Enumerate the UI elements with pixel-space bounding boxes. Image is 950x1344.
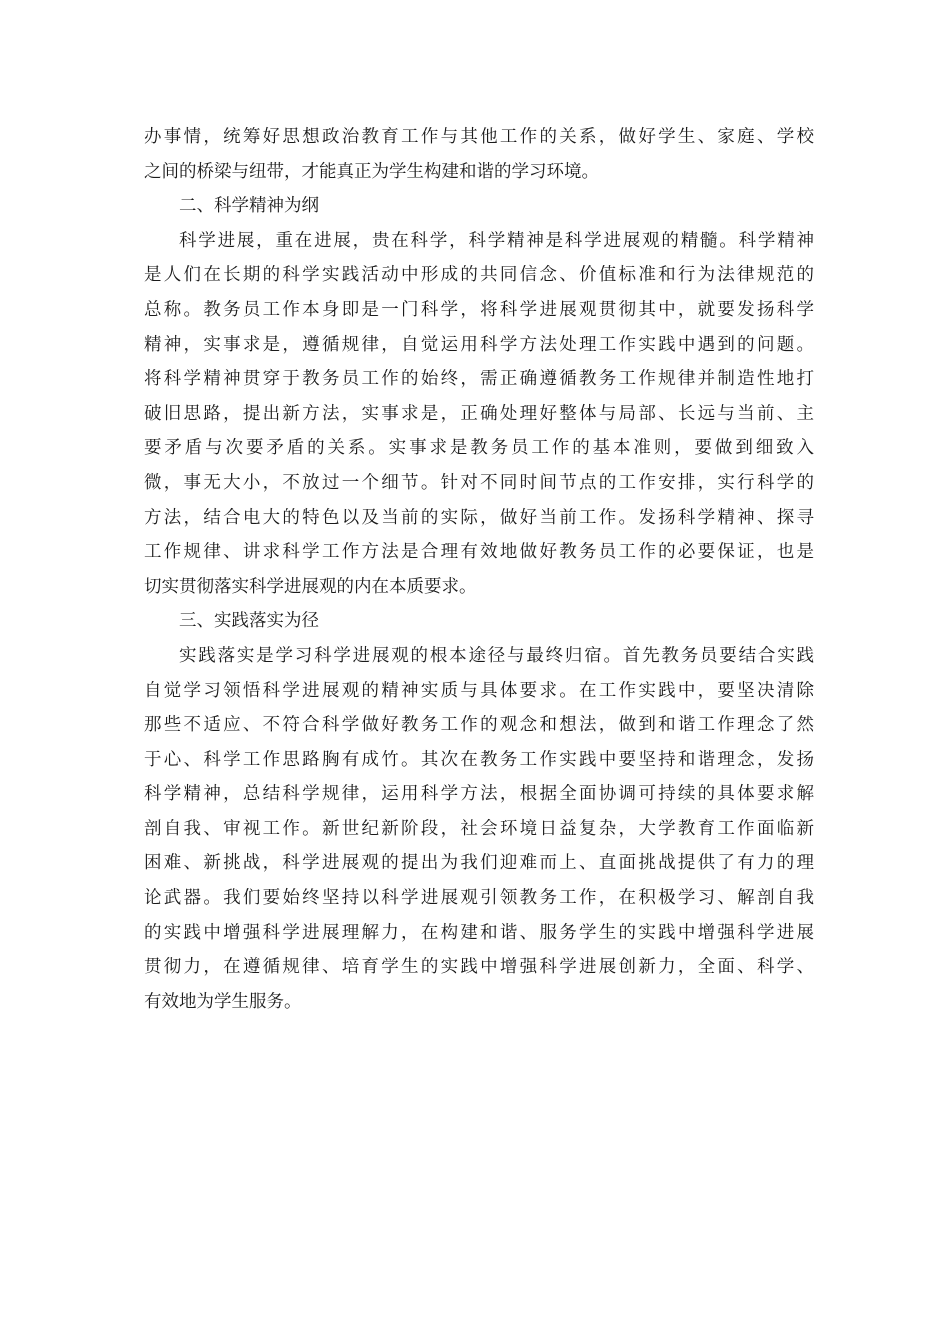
text-line: 那些不适应、不符合科学做好教务工作的观念和想法，做到和谐工作理念了然 bbox=[144, 715, 814, 736]
text-line: 总称。教务员工作本身即是一门科学，将科学进展观贯彻其中，就要发扬科学 bbox=[144, 299, 814, 320]
paragraph-first-line: 实践落实是学习科学进展观的根本途径与最终归宿。首先教务员要结合实践 bbox=[179, 645, 814, 666]
document-body bbox=[144, 120, 814, 1019]
text-line: 的实践中增强科学进展理解力，在构建和谐、服务学生的实践中增强科学进展 bbox=[144, 922, 814, 943]
text-line: 切实贯彻落实科学进展观的内在本质要求。 bbox=[144, 576, 477, 597]
text-line: 自觉学习领悟科学进展观的精神实质与具体要求。在工作实践中，要坚决清除 bbox=[144, 680, 814, 701]
text-line: 方法，结合电大的特色以及当前的实际，做好当前工作。发扬科学精神、探寻 bbox=[144, 507, 814, 528]
section-heading: 二、科学精神为纲 bbox=[179, 196, 319, 217]
text-line: 贯彻力，在遵循规律、培育学生的实践中增强科学进展创新力，全面、科学、 bbox=[144, 957, 814, 978]
text-line: 剖自我、审视工作。新世纪新阶段，社会环境日益复杂，大学教育工作面临新 bbox=[144, 818, 814, 839]
text-line: 破旧思路，提出新方法，实事求是，正确处理好整体与局部、长远与当前、主 bbox=[144, 403, 814, 424]
text-line: 要矛盾与次要矛盾的关系。实事求是教务员工作的基本准则，要做到细致入 bbox=[144, 438, 814, 459]
text-line: 论武器。我们要始终坚持以科学进展观引领教务工作，在积极学习、解剖自我 bbox=[144, 888, 814, 909]
text-line: 是人们在长期的科学实践活动中形成的共同信念、价值标准和行为法律规范的 bbox=[144, 265, 814, 286]
paragraph-first-line: 科学进展，重在进展，贵在科学，科学精神是科学进展观的精髓。科学精神 bbox=[179, 230, 814, 251]
text-line: 微，事无大小，不放过一个细节。针对不同时间节点的工作安排，实行科学的 bbox=[144, 472, 814, 493]
text-line: 办事情，统筹好思想政治教育工作与其他工作的关系，做好学生、家庭、学校 bbox=[144, 127, 814, 147]
text-line: 工作规律、讲求科学工作方法是合理有效地做好教务员工作的必要保证，也是 bbox=[144, 542, 814, 563]
text-line: 于心、科学工作思路胸有成竹。其次在教务工作实践中要坚持和谐理念，发扬 bbox=[144, 749, 814, 770]
section-heading: 三、实践落实为径 bbox=[179, 611, 319, 632]
text-line: 将科学精神贯穿于教务员工作的始终，需正确遵循教务工作规律并制造性地打 bbox=[144, 369, 814, 390]
text-line: 科学精神，总结科学规律，运用科学方法，根据全面协调可持续的具体要求解 bbox=[144, 784, 814, 805]
text-line: 困难、新挑战，科学进展观的提出为我们迎难而上、直面挑战提供了有力的理 bbox=[144, 853, 814, 874]
text-line: 精神，实事求是，遵循规律，自觉运用科学方法处理工作实践中遇到的问题。 bbox=[144, 334, 814, 355]
text-line: 之间的桥梁与纽带，才能真正为学生构建和谐的学习环境。 bbox=[144, 161, 599, 182]
text-line: 有效地为学生服务。 bbox=[144, 991, 302, 1012]
